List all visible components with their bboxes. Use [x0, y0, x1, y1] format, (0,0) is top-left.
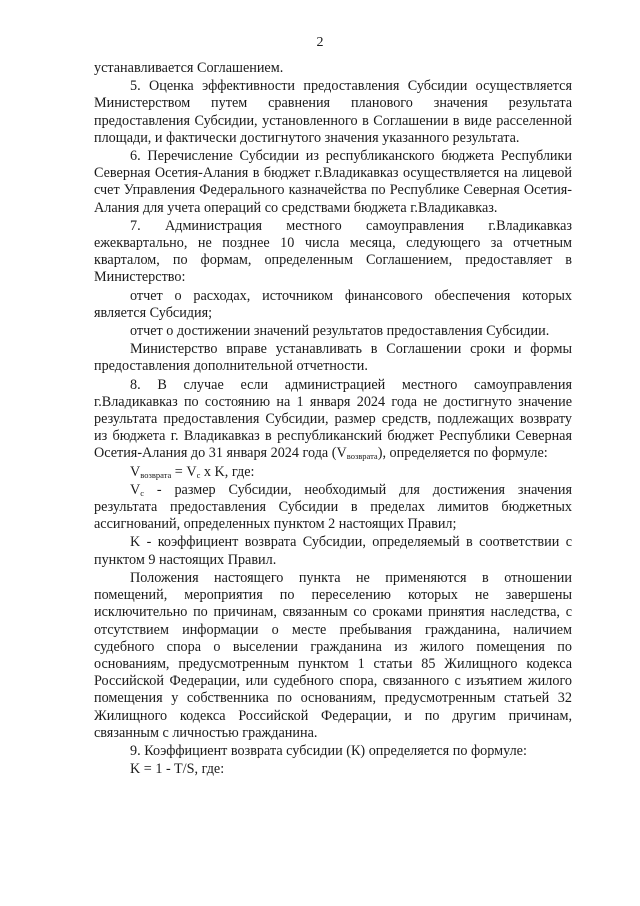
formula-v: V: [130, 463, 141, 480]
definition-v: V: [130, 481, 141, 498]
formula-subscript-c: с: [196, 469, 201, 480]
definition-subscript-c: с: [140, 487, 145, 498]
paragraph-9-coefficient: 9. Коэффициент возврата субсидии (К) определяется по формуле:: [130, 742, 527, 759]
paragraph-8-refund: [94, 377, 572, 463]
paragraph-8-tail: ), определяется по формуле:: [377, 445, 548, 462]
paragraph-additional-reporting: Министерство вправе устанавливать в Соглашении сроки и формы предоставления дополнительной отчетности.: [94, 341, 572, 375]
report-item-results: отчет о достижении значений результатов предоставления Субсидии.: [130, 323, 550, 340]
definition-vc: [94, 482, 572, 534]
document-body: [94, 60, 572, 778]
subscript-vozvrata: возврата: [346, 451, 378, 462]
definition-k: K - коэффициент возврата Субсидии, определяемый в соответствии с пунктом 9 настоящих Правил.: [94, 534, 572, 568]
formula-refund: [94, 464, 572, 481]
paragraph-6-transfer: 6. Перечисление Субсидии из республиканского бюджета Республики Северная Осетия-Алания в бюджет г.Владикавказ осуществляется на лицевой счет Управления Федерального казначейства по Республике Северная Осетия-Алания для учета операций со средствами бюджета г.Владикавказ.: [94, 148, 572, 216]
paragraph-exceptions: Положения настоящего пункта не применяются в отношении помещений, мероприятия по переселению которых не завершены исключительно по причинам, связанным со сроками принятия наследства, с отсутствием информации о месте пребывания гражданина, наличием судебного спора о выселении гражданина из жилого помещения по основаниям, предусмотренным пунктом 1 статьи 85 Жилищного кодекса Российской Федерации, или судебного спора, связанного с изъятием жилого помещения у собственника по основаниям, предусмотренным статьей 32 Жилищного кодекса Российской Федерации, и по другим причинам, связанным с личностью гражданина.: [94, 569, 572, 741]
formula-tail: x K, где:: [200, 463, 255, 480]
paragraph-7-reporting: 7. Администрация местного самоуправления г.Владикавказ ежеквартально, не позднее 10 числа месяца, следующего за отчетным кварталом, по формам, определенным Соглашением, предоставляет в Министерство:: [94, 217, 572, 286]
paragraph-continuation: устанавливается Соглашением.: [94, 60, 284, 76]
report-item-expenses: отчет о расходах, источником финансового обеспечения которых является Субсидия;: [94, 287, 572, 321]
formula-equals-v: = V: [171, 463, 197, 480]
definition-vc-text: - размер Субсидии, необходимый для достижения значения результата предоставления Субсидии в пределах лимитов бюджетных ассигнований, определенных пунктом 2 настоящих Правил;: [94, 481, 572, 533]
formula-subscript-vozvrata: возврата: [140, 469, 172, 480]
formula-coefficient: K = 1 - T/S, где:: [130, 761, 225, 778]
paragraph-8-text: 8. В случае если администрацией местного самоуправления г.Владикавказ по состоянию на 1 января 2024 года не достигнуто значение результата предоставления Субсидии, размер средств, подлежащих возврату из бюджета г. Владикавказ в республиканский бюджет Республики Северная Осетия-Алания до 31 января 2024 года (V: [94, 376, 572, 462]
paragraph-5-efficiency: 5. Оценка эффективности предоставления Субсидии осуществляется Министерством путем сравнения планового значения результата предоставления Субсидии, установленного в Соглашении в виде расселенной площади, и фактически достигнутого значения указанного результата.: [94, 78, 572, 146]
page-number: 2: [316, 35, 324, 50]
